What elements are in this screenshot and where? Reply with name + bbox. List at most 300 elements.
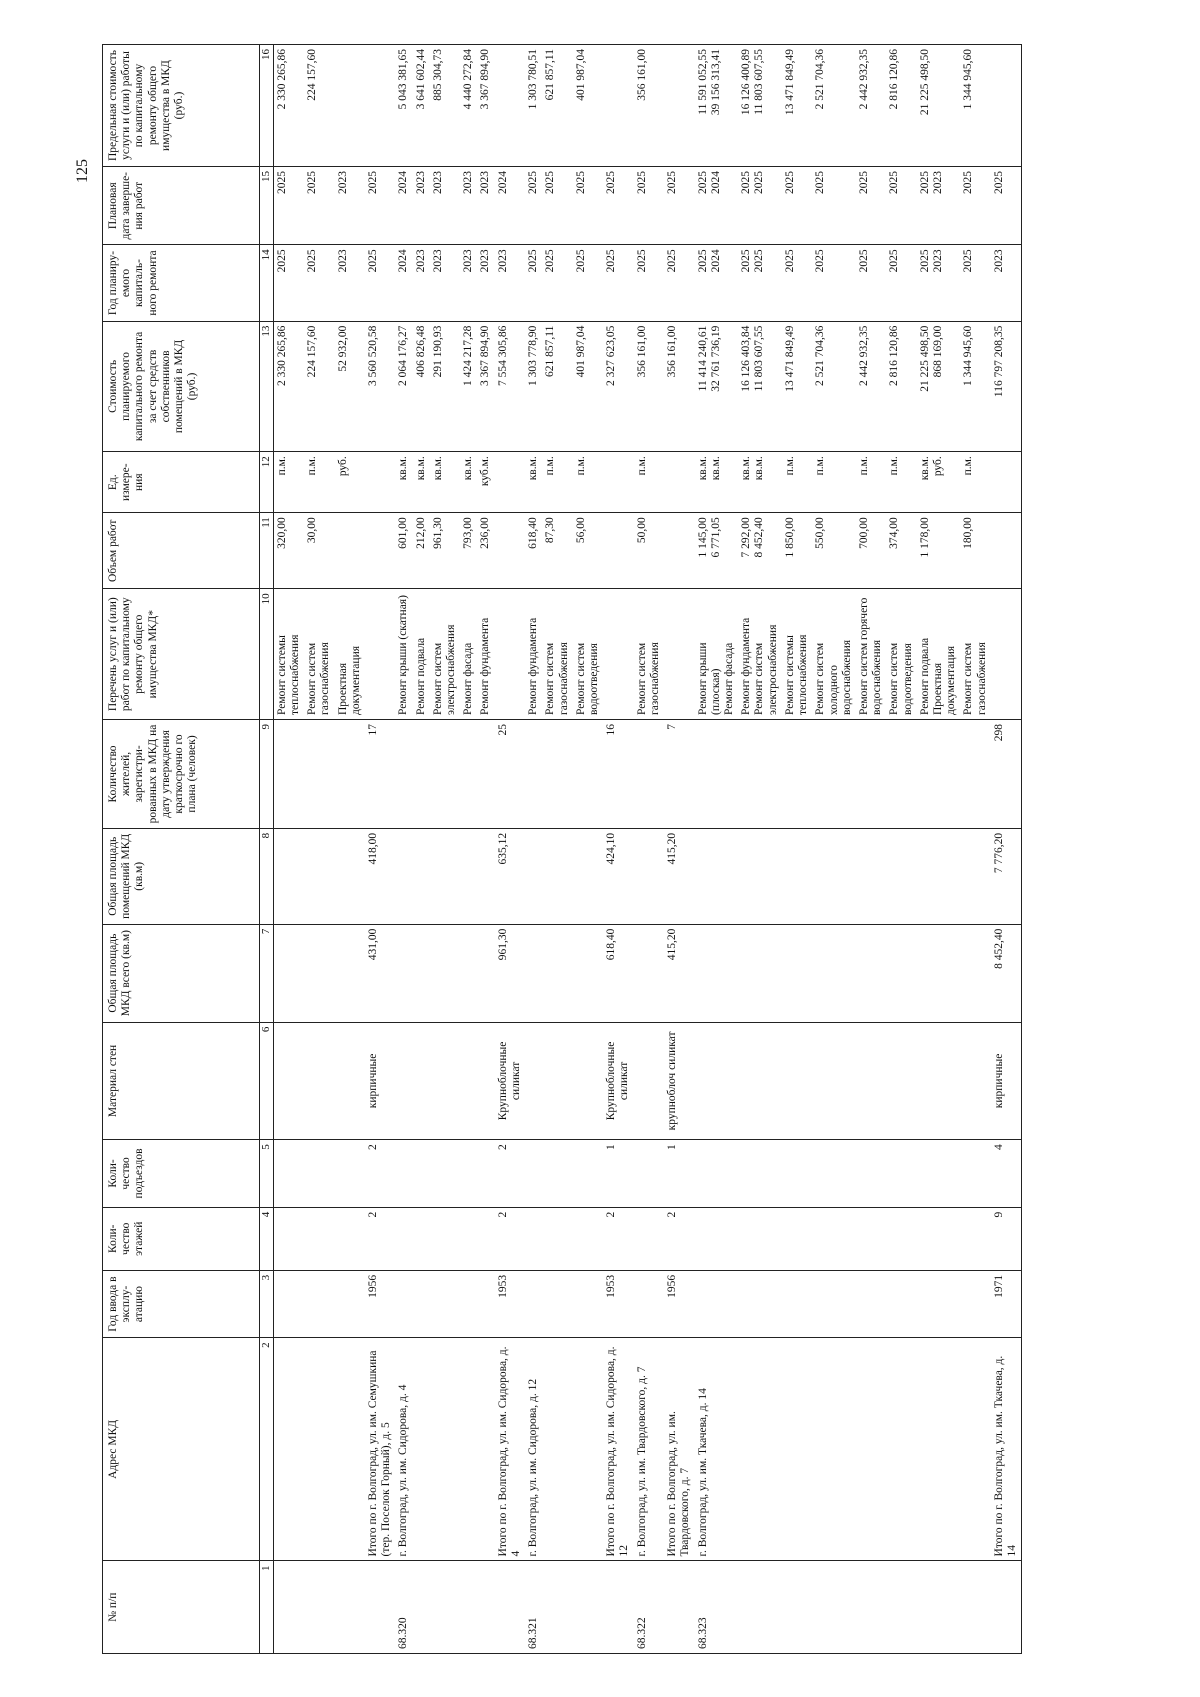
limit-cost-cell <box>525 45 542 167</box>
plan-year-cell-line: 2025 <box>275 249 288 273</box>
plan-year-cell <box>886 245 916 321</box>
year-cell <box>812 1270 856 1337</box>
floors-cell <box>430 1207 460 1270</box>
entrances-cell <box>856 1140 886 1207</box>
total-area-cell <box>917 924 961 1022</box>
plan-year-cell <box>695 245 739 321</box>
wall-material-cell <box>460 1022 477 1140</box>
entrances-cell: 2 <box>365 1140 395 1207</box>
cost-cell <box>542 321 572 452</box>
residents-cell <box>460 720 477 829</box>
rooms-area-cell <box>542 828 572 924</box>
year-cell <box>573 1270 603 1337</box>
works-cell <box>495 589 525 720</box>
total-area-cell <box>413 924 430 1022</box>
unit-cell-line: кв.м. <box>918 456 931 481</box>
volume-cell-line: 6 771,05 <box>709 517 722 558</box>
works-cell <box>886 589 916 720</box>
end-date-cell-line: 2024 <box>496 171 509 195</box>
table-row <box>664 45 694 1654</box>
cost-cell <box>886 321 916 452</box>
table-row <box>738 45 782 1654</box>
cost-cell <box>460 321 477 452</box>
limit-cost-cell <box>812 45 856 167</box>
residents-cell <box>335 720 365 829</box>
works-cell <box>430 589 460 720</box>
unit-cell <box>812 452 856 513</box>
table-row <box>525 45 542 1654</box>
table-row <box>460 45 477 1654</box>
column-number: 5 <box>260 1140 274 1207</box>
works-cell-line: Ремонт крыши (скатная) <box>397 595 410 716</box>
unit-cell-line: кв.м. <box>414 456 427 481</box>
limit-cost-cell-line: 224 157,60 <box>306 49 319 101</box>
column-number: 7 <box>260 924 274 1022</box>
row-number <box>991 1561 1022 1654</box>
plan-year-cell <box>634 245 664 321</box>
cost-cell-line: 356 161,00 <box>666 325 679 378</box>
end-date-cell <box>335 167 365 245</box>
end-date-cell-line: 2025 <box>992 171 1005 195</box>
unit-cell-line: п.м. <box>635 456 648 476</box>
end-date-cell-line: 2023 <box>462 171 475 195</box>
cost-cell-line: 2 064 176,27 <box>397 325 410 386</box>
works-cell-line: Ремонт систем газоснабжения <box>962 642 988 716</box>
unit-cell <box>335 452 365 513</box>
works-cell <box>542 589 572 720</box>
table-row <box>365 45 395 1654</box>
cost-cell <box>917 321 961 452</box>
total-area-cell <box>335 924 365 1022</box>
works-cell-line: Ремонт фасада <box>462 642 475 716</box>
column-number: 10 <box>260 589 274 720</box>
entrances-cell <box>738 1140 782 1207</box>
unit-cell-line <box>367 456 380 508</box>
cost-cell <box>856 321 886 452</box>
works-cell-line: Ремонт систем горячего водоснабжения <box>857 597 884 716</box>
rooms-area-cell <box>960 828 990 924</box>
total-area-cell: 961,30 <box>495 924 525 1022</box>
residents-cell <box>886 720 916 829</box>
end-date-cell-line: 2025 <box>918 171 931 195</box>
unit-cell-line: п.м. <box>814 456 827 476</box>
row-number <box>304 1561 334 1654</box>
unit-cell <box>886 452 916 513</box>
row-number: 68.320 <box>395 1561 412 1654</box>
wall-material-cell <box>886 1022 916 1140</box>
address-cell <box>477 1338 494 1561</box>
plan-year-cell <box>395 245 412 321</box>
address-cell <box>573 1338 603 1561</box>
end-date-cell <box>542 167 572 245</box>
limit-cost-cell <box>603 45 633 167</box>
floors-cell <box>886 1207 916 1270</box>
volume-cell-line <box>497 517 510 584</box>
works-cell <box>782 589 812 720</box>
volume-cell-line: 601,00 <box>397 517 410 549</box>
cost-cell <box>395 321 412 452</box>
residents-cell <box>695 720 739 829</box>
address-cell: Итого по г. Волгоград, ул. им. Ткачева, д. 14 <box>991 1338 1022 1561</box>
table-row <box>695 45 739 1654</box>
limit-cost-cell-line <box>993 49 1006 162</box>
works-cell <box>738 589 782 720</box>
cost-cell-line: 21 225 498,50 <box>918 325 931 392</box>
unit-cell <box>430 452 460 513</box>
table-row <box>782 45 812 1654</box>
works-cell-line: Ремонт фундамента <box>527 617 540 716</box>
table-row <box>495 45 525 1654</box>
volume-cell-line: 50,00 <box>635 517 648 544</box>
plan-year-cell-line: 2025 <box>696 249 709 273</box>
header-row <box>103 45 260 1654</box>
limit-cost-cell-line: 3 641 602,44 <box>414 49 427 110</box>
residents-cell <box>542 720 572 829</box>
row-number <box>542 1561 572 1654</box>
works-cell <box>991 589 1022 720</box>
entrances-cell <box>525 1140 542 1207</box>
row-number <box>273 1561 304 1654</box>
end-date-cell-line: 2025 <box>306 171 319 195</box>
floors-cell <box>413 1207 430 1270</box>
floors-cell <box>695 1207 739 1270</box>
floors-cell <box>960 1207 990 1270</box>
address-cell: г. Волгоград, ул. им. Ткачева, д. 14 <box>695 1338 739 1561</box>
year-cell <box>304 1270 334 1337</box>
end-date-cell <box>738 167 782 245</box>
total-area-cell <box>695 924 739 1022</box>
year-cell <box>886 1270 916 1337</box>
works-cell-line: Ремонт систем газоснабжения <box>306 642 332 716</box>
cost-cell-line: 2 330 265,86 <box>275 325 288 386</box>
works-cell-line: Ремонт систем холодного водоснабжения <box>814 639 853 716</box>
unit-cell <box>477 452 494 513</box>
total-area-cell <box>782 924 812 1022</box>
total-area-cell <box>573 924 603 1022</box>
cost-cell <box>603 321 633 452</box>
works-cell-line: Ремонт систем водоотведения <box>574 642 601 716</box>
volume-cell-line: 212,00 <box>414 517 427 549</box>
column-header: Год планиру- емого капиталь- ного ремонта <box>103 245 260 321</box>
floors-cell: 2 <box>365 1207 395 1270</box>
row-number <box>812 1561 856 1654</box>
limit-cost-cell <box>664 45 694 167</box>
entrances-cell <box>782 1140 812 1207</box>
year-cell <box>335 1270 365 1337</box>
cost-cell-line: 7 554 305,86 <box>496 325 509 386</box>
wall-material-cell <box>273 1022 304 1140</box>
end-date-cell-line: 2025 <box>574 171 587 195</box>
end-date-cell-line: 2025 <box>962 171 975 195</box>
plan-year-cell-line: 2025 <box>306 249 319 273</box>
limit-cost-cell <box>782 45 812 167</box>
works-cell <box>335 589 365 720</box>
floors-cell <box>477 1207 494 1270</box>
works-cell-line: Ремонт систем электроснабжения <box>431 624 458 716</box>
volume-cell <box>477 513 494 589</box>
volume-cell <box>395 513 412 589</box>
volume-cell-line <box>605 517 618 584</box>
limit-cost-cell <box>542 45 572 167</box>
end-date-cell-line: 2024 <box>709 171 722 195</box>
volume-cell-line: 1 850,00 <box>783 517 796 558</box>
cost-cell <box>477 321 494 452</box>
rooms-area-cell <box>304 828 334 924</box>
limit-cost-cell-line <box>497 49 510 162</box>
limit-cost-cell-line: 3 367 894,90 <box>479 49 492 110</box>
end-date-cell <box>495 167 525 245</box>
plan-year-cell <box>430 245 460 321</box>
column-header: Коли- чество подъездов <box>103 1140 260 1207</box>
plan-year-cell-line: 2025 <box>962 249 975 273</box>
end-date-cell <box>782 167 812 245</box>
address-cell <box>960 1338 990 1561</box>
unit-cell-line: п.м. <box>574 456 587 476</box>
row-number <box>495 1561 525 1654</box>
address-cell <box>460 1338 477 1561</box>
wall-material-cell <box>573 1022 603 1140</box>
address-cell: Итого по г. Волгоград, ул. им. Семушкина (тер. Поселок Горный), д. 5 <box>365 1338 395 1561</box>
rooms-area-cell <box>782 828 812 924</box>
end-date-cell <box>603 167 633 245</box>
end-date-cell-line: 2025 <box>696 171 709 195</box>
year-cell <box>460 1270 477 1337</box>
residents-cell <box>917 720 961 829</box>
plan-year-cell-line: 2025 <box>918 249 931 273</box>
table-row <box>856 45 886 1654</box>
cost-cell-line: 2 816 120,86 <box>888 325 901 386</box>
page-number: 125 <box>74 159 91 183</box>
year-cell: 1956 <box>365 1270 395 1337</box>
wall-material-cell <box>304 1022 334 1140</box>
floors-cell <box>460 1207 477 1270</box>
volume-cell-line: 961,30 <box>431 517 444 549</box>
cost-cell-line: 16 126 403,84 <box>740 325 753 392</box>
floors-cell <box>856 1207 886 1270</box>
floors-cell: 2 <box>603 1207 633 1270</box>
entrances-cell: 1 <box>664 1140 694 1207</box>
works-cell-line: Ремонт систем водоотведения <box>888 642 914 716</box>
cost-cell <box>273 321 304 452</box>
cost-cell-line: 3 367 894,90 <box>479 325 492 386</box>
end-date-cell <box>413 167 430 245</box>
volume-cell <box>304 513 334 589</box>
residents-cell <box>782 720 812 829</box>
limit-cost-cell-line: 11 591 052,55 <box>696 49 709 115</box>
volume-cell <box>960 513 990 589</box>
unit-cell <box>460 452 477 513</box>
end-date-cell-line: 2023 <box>336 171 349 195</box>
works-cell-line <box>367 593 380 715</box>
row-number <box>664 1561 694 1654</box>
total-area-cell <box>273 924 304 1022</box>
year-cell <box>395 1270 412 1337</box>
floors-cell <box>738 1207 782 1270</box>
volume-cell-line <box>932 517 945 584</box>
end-date-cell-line: 2023 <box>414 171 427 195</box>
address-cell: Итого по г. Волгоград, ул. им. Сидорова, д. 4 <box>495 1338 525 1561</box>
works-cell <box>395 589 412 720</box>
plan-year-cell-line: 2025 <box>888 249 901 273</box>
wall-material-cell <box>395 1022 412 1140</box>
end-date-cell-line: 2025 <box>753 171 766 195</box>
end-date-cell-line: 2025 <box>527 171 540 195</box>
address-cell <box>856 1338 886 1561</box>
address-cell <box>542 1338 572 1561</box>
limit-cost-cell-line <box>605 49 618 162</box>
works-cell <box>634 589 664 720</box>
rooms-area-cell <box>273 828 304 924</box>
works-cell-line: Ремонт подвала <box>414 637 427 716</box>
table-row <box>960 45 990 1654</box>
end-date-cell-line: 2023 <box>932 171 945 195</box>
column-header: Количество жителей, зарегистри- рованных в МКД на дату утверждения краткосрочно го плана (человек) <box>103 720 260 829</box>
entrances-cell <box>395 1140 412 1207</box>
works-cell-line <box>605 593 618 715</box>
address-cell <box>335 1338 365 1561</box>
limit-cost-cell <box>960 45 990 167</box>
wall-material-cell <box>917 1022 961 1140</box>
unit-cell-line: кв.м. <box>431 456 444 481</box>
unit-cell <box>304 452 334 513</box>
address-cell <box>273 1338 304 1561</box>
row-number: 68.323 <box>695 1561 739 1654</box>
wall-material-cell: Крупноблочные силикат <box>603 1022 633 1140</box>
works-cell <box>856 589 886 720</box>
limit-cost-cell <box>460 45 477 167</box>
end-date-cell-line: 2025 <box>605 171 618 195</box>
total-area-cell <box>430 924 460 1022</box>
limit-cost-cell <box>273 45 304 167</box>
entrances-cell <box>477 1140 494 1207</box>
cost-cell-line: 224 157,60 <box>306 325 319 378</box>
column-header: Перечень услуг и (или) работ по капитальному ремонту общего имущества МКД* <box>103 589 260 720</box>
cost-cell <box>413 321 430 452</box>
plan-year-cell <box>495 245 525 321</box>
cost-cell-line: 11 414 240,61 <box>696 325 709 392</box>
column-header: № п/п <box>103 1561 260 1654</box>
wall-material-cell <box>738 1022 782 1140</box>
end-date-cell-line: 2025 <box>814 171 827 195</box>
total-area-cell: 415,20 <box>664 924 694 1022</box>
plan-year-cell-line: 2023 <box>932 249 945 273</box>
wall-material-cell <box>634 1022 664 1140</box>
column-header: Стоимость планируемого капитального ремонта за счет средств собственников помещений в МКД (руб.) <box>103 321 260 452</box>
entrances-cell <box>812 1140 856 1207</box>
volume-cell <box>573 513 603 589</box>
works-cell-line: Ремонт подвала <box>918 637 931 716</box>
cost-cell <box>991 321 1022 452</box>
wall-material-cell <box>782 1022 812 1140</box>
unit-cell-line: кв.м. <box>397 456 410 481</box>
volume-cell <box>738 513 782 589</box>
limit-cost-cell-line: 2 442 932,35 <box>857 49 870 110</box>
total-area-cell <box>960 924 990 1022</box>
column-number: 8 <box>260 828 274 924</box>
limit-cost-cell <box>991 45 1022 167</box>
limit-cost-cell-line: 21 225 498,50 <box>918 49 931 116</box>
works-cell-line: Ремонт систем электроснабжения <box>753 624 779 716</box>
unit-cell-line: кв.м. <box>527 456 540 481</box>
works-cell <box>695 589 739 720</box>
total-area-cell <box>812 924 856 1022</box>
column-number: 6 <box>260 1022 274 1140</box>
plan-year-cell-line: 2025 <box>814 249 827 273</box>
unit-cell <box>413 452 430 513</box>
table-row <box>812 45 856 1654</box>
wall-material-cell <box>695 1022 739 1140</box>
plan-year-cell-line: 2023 <box>462 249 475 273</box>
plan-year-cell <box>812 245 856 321</box>
plan-year-cell-line: 2024 <box>397 249 410 273</box>
unit-cell <box>573 452 603 513</box>
floors-cell <box>304 1207 334 1270</box>
total-area-cell: 8 452,40 <box>991 924 1022 1022</box>
volume-cell <box>273 513 304 589</box>
cost-cell <box>365 321 395 452</box>
plan-year-cell <box>603 245 633 321</box>
total-area-cell <box>477 924 494 1022</box>
limit-cost-cell <box>365 45 395 167</box>
row-number <box>782 1561 812 1654</box>
works-cell <box>304 589 334 720</box>
address-cell <box>304 1338 334 1561</box>
table-row <box>542 45 572 1654</box>
rooms-area-cell: 424,10 <box>603 828 633 924</box>
rooms-area-cell <box>917 828 961 924</box>
limit-cost-cell <box>477 45 494 167</box>
cost-cell <box>304 321 334 452</box>
cost-cell <box>738 321 782 452</box>
unit-cell-line: п.м. <box>888 456 901 476</box>
table-row <box>917 45 961 1654</box>
unit-cell <box>960 452 990 513</box>
column-number: 9 <box>260 720 274 829</box>
year-cell <box>273 1270 304 1337</box>
works-cell <box>812 589 856 720</box>
row-number <box>460 1561 477 1654</box>
works-cell <box>365 589 395 720</box>
volume-cell-line: 8 452,40 <box>753 517 766 558</box>
total-area-cell <box>460 924 477 1022</box>
residents-cell: 7 <box>664 720 694 829</box>
volume-cell-line: 550,00 <box>814 517 827 549</box>
column-number: 12 <box>260 452 274 513</box>
end-date-cell <box>960 167 990 245</box>
column-header: Плановая дата заверше- ния работ <box>103 167 260 245</box>
volume-cell-line <box>666 517 679 584</box>
unit-cell-line <box>605 456 618 508</box>
works-cell-line <box>497 593 510 715</box>
end-date-cell-line: 2025 <box>275 171 288 195</box>
plan-year-cell <box>413 245 430 321</box>
plan-year-cell-line: 2023 <box>479 249 492 273</box>
limit-cost-cell-line: 13 471 849,49 <box>783 49 796 116</box>
row-number <box>335 1561 365 1654</box>
limit-cost-cell <box>335 45 365 167</box>
end-date-cell-line: 2025 <box>888 171 901 195</box>
works-cell <box>603 589 633 720</box>
year-cell: 1971 <box>991 1270 1022 1337</box>
column-header: Адрес МКД <box>103 1338 260 1561</box>
unit-cell <box>273 452 304 513</box>
entrances-cell: 2 <box>495 1140 525 1207</box>
column-number: 2 <box>260 1338 274 1561</box>
residents-cell <box>525 720 542 829</box>
volume-cell <box>413 513 430 589</box>
plan-year-cell <box>991 245 1022 321</box>
limit-cost-cell-line: 2 330 265,86 <box>275 49 288 110</box>
